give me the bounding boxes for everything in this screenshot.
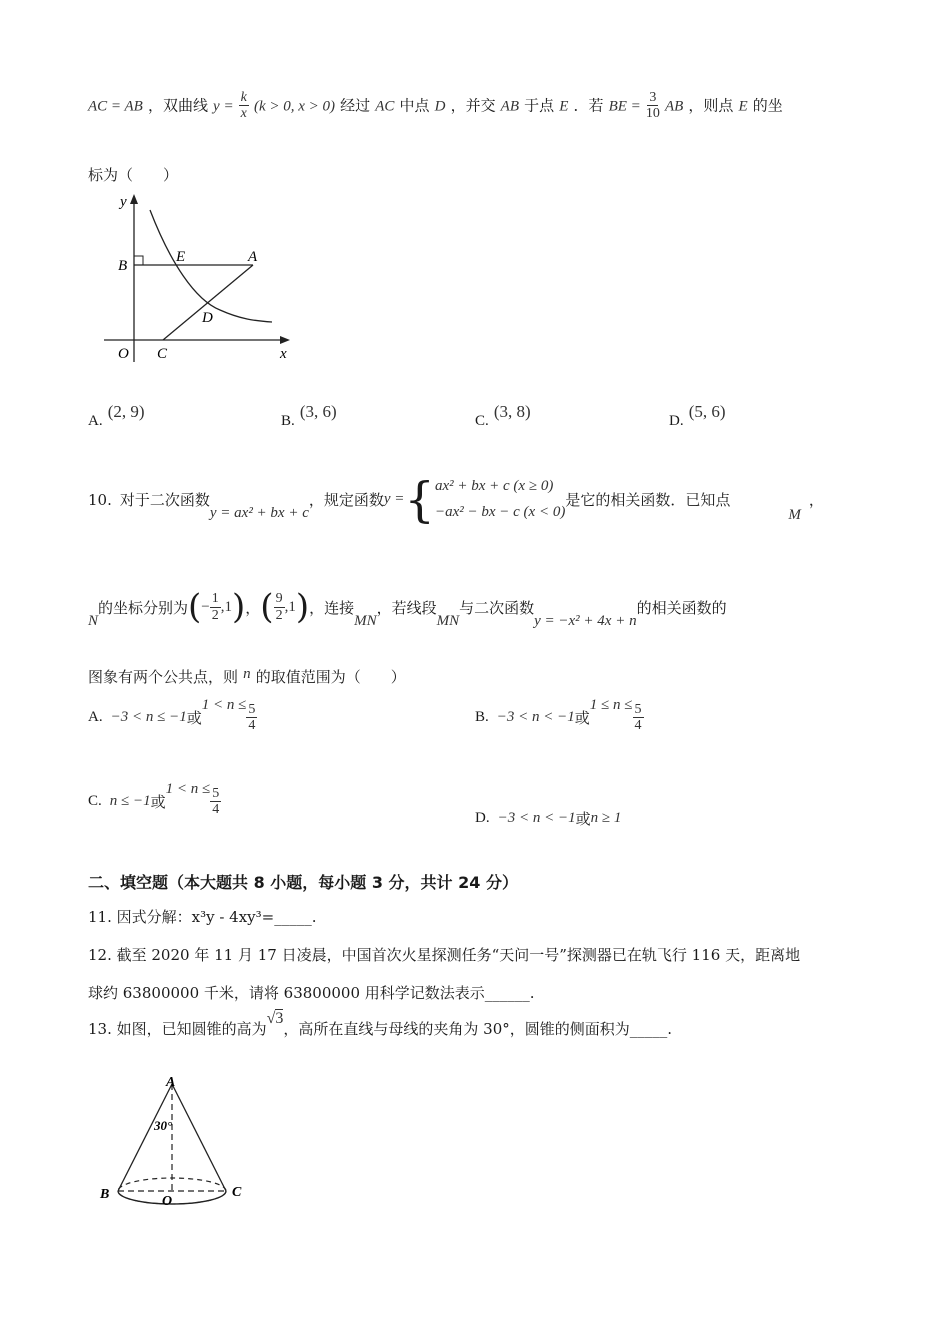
q10-paren-open-2: ( [260, 587, 274, 627]
q10-option-a-range2: 1 < n ≤ [201, 697, 247, 714]
q9-func-den: x [240, 106, 247, 122]
q9-option-d[interactable] [669, 402, 726, 430]
q10-mn-1: MN [354, 612, 377, 629]
q10-text-segment: ，若线段 [376, 598, 437, 617]
q10-pt1-num: 1 [211, 591, 219, 607]
q10-option-c-range1: n ≤ −1 [109, 793, 151, 810]
label-d: D [202, 310, 213, 326]
q9-option-a-label: A. [88, 413, 103, 429]
x-axis-arrow-icon [280, 336, 290, 344]
label-e: E [176, 249, 186, 265]
q10-sep: ， [245, 598, 261, 617]
q10-pt1-den: 2 [211, 607, 219, 623]
q10-option-b[interactable] [475, 697, 644, 734]
right-angle-icon [134, 256, 143, 265]
q10-piecewise-bottom: −ax² − bx − c (x < 0) [434, 503, 566, 520]
q10-piecewise [435, 474, 565, 525]
q9-option-c-value: (3, 8) [493, 402, 531, 421]
q10-paren-open-1: ( [188, 587, 202, 627]
q10-m: M [788, 507, 801, 523]
q10-pt1-minus: − [201, 598, 210, 615]
q12-line2: 球约 63800000 千米，请将 63800000 用科学记数法表示______. [88, 984, 535, 1002]
q9-func-cond: (k > 0, x > 0) [253, 98, 336, 115]
q10-formula-1: y = ax² + bx + c [209, 505, 309, 521]
q9-be-frac [646, 90, 660, 122]
q10-option-b-range1: −3 < n < −1 [496, 709, 575, 726]
q10-option-a-den: 4 [248, 718, 256, 734]
q9-e: E [559, 98, 569, 115]
q10-option-b-den: 4 [634, 718, 642, 734]
q10-option-d-range2: n ≥ 1 [590, 810, 622, 826]
y-axis-arrow-icon [130, 194, 138, 204]
cone-label-a: A [166, 1075, 176, 1090]
q12-line1: 12. 截至 2020 年 11 月 17 日凌晨，中国首次火星探测任务“天问一号”探测器已在轨飞行 116 天，距离地 [88, 946, 801, 964]
q10-brace-icon: { [404, 471, 435, 528]
q9-graph [100, 192, 300, 372]
q10-text-with: 与二次函数 [459, 598, 535, 617]
q10-option-d[interactable] [475, 808, 621, 829]
q9-option-a-value: (2, 9) [107, 402, 145, 421]
q10-option-a-label: A. [88, 709, 103, 726]
q9-be-eq: BE = [608, 98, 641, 115]
q9-option-b[interactable] [281, 402, 337, 430]
q10-text-define: ，规定函数 [308, 491, 384, 509]
cone-label-c: C [232, 1185, 242, 1200]
q10-text-graph: 图象有两个公共点，则 [88, 668, 239, 686]
q10-text-of: 的相关函数的 [636, 598, 727, 617]
q13-text-1: 13. 如图，已知圆锥的高为 [88, 1020, 267, 1038]
q10-paren-close-1: ) [232, 587, 246, 627]
sqrt-icon: √ [266, 1009, 276, 1027]
q9-func-y: y = [213, 98, 234, 115]
q10-text-related: 是它的相关函数．已知点 [565, 491, 731, 509]
q9-text-hyperbola: ，双曲线 [147, 96, 208, 115]
q10-option-d-range1: −3 < n < −1 [497, 810, 576, 826]
q9-ac-eq-ab: AC = AB [88, 98, 143, 115]
label-o: O [118, 346, 129, 362]
q10-option-b-or: 或 [574, 709, 590, 728]
q9-line2: 标为（ ） [88, 166, 179, 184]
q10-option-c-num: 5 [212, 786, 220, 801]
q10-comma: ， [808, 491, 824, 509]
q10-text-range: 的取值范围为（ ） [255, 668, 406, 686]
q10-option-b-frac [633, 702, 644, 734]
label-y: y [120, 194, 127, 210]
label-b: B [118, 258, 128, 274]
q9-text-intersect: ，并交 [450, 96, 496, 115]
q10-option-a-num: 5 [248, 702, 256, 717]
q10-pt2-den: 2 [275, 607, 283, 623]
q9-option-a[interactable] [88, 402, 145, 430]
q9-option-c-label: C. [475, 413, 489, 429]
q10-option-c-den: 4 [212, 802, 220, 818]
q10-option-c-label: C. [88, 793, 102, 810]
cone-label-o: O [162, 1194, 173, 1209]
q10-option-c-or: 或 [150, 793, 166, 812]
q10-pt2-frac [274, 591, 285, 623]
q9-func-num: k [240, 90, 247, 105]
q10-line2 [88, 587, 727, 629]
q13-sqrt-value: 3 [275, 1009, 284, 1027]
q10-text-coords: 的坐标分别为 [98, 598, 189, 617]
q10-option-a[interactable] [88, 697, 257, 734]
q10-n-point: N [88, 612, 99, 629]
q9-be-ab: AB [664, 98, 684, 115]
cone-generatrix-ac [172, 1084, 226, 1191]
q10-option-d-label: D. [475, 810, 490, 826]
q10-mn-2: MN [436, 612, 460, 629]
q9-text-coord: 的坐 [752, 96, 783, 115]
q9-option-d-label: D. [669, 413, 684, 429]
q9-ab: AB [500, 98, 519, 115]
q10-n: n [243, 666, 251, 682]
q10-line3 [88, 666, 406, 687]
cone-label-b: B [100, 1187, 110, 1202]
q10-option-b-label: B. [475, 709, 489, 726]
q9-be-num: 3 [649, 90, 657, 105]
q10-option-c[interactable] [88, 781, 221, 818]
q10-text-quad: 对于二次函数 [119, 491, 210, 509]
q10-option-a-or: 或 [186, 709, 202, 728]
q9-option-c[interactable] [475, 402, 531, 430]
q9-line1 [88, 90, 783, 122]
q10-line1 [88, 471, 824, 528]
q10-formula-3: y = −x² + 4x + n [534, 612, 637, 629]
q9-ac: AC [375, 98, 395, 115]
q10-pt1-rest: ,1 [220, 598, 233, 615]
cone-angle-label: 30° [154, 1118, 173, 1133]
q9-text-if: ．若 [573, 96, 604, 115]
q9-option-b-value: (3, 6) [299, 402, 337, 421]
label-c: C [157, 346, 168, 362]
cone-generatrix-ab [118, 1084, 172, 1191]
q10-piecewise-top: ax² + bx + c (x ≥ 0) [434, 478, 554, 494]
q10-option-b-range2: 1 ≤ n ≤ [589, 697, 633, 714]
q10-pt2-num: 9 [275, 591, 283, 607]
q10-pt1-frac [210, 591, 221, 623]
hyperbola-curve [150, 210, 272, 322]
q9-be-den: 10 [645, 106, 660, 122]
q10-option-a-frac [246, 702, 257, 734]
label-x: x [280, 346, 287, 362]
q9-option-d-value: (5, 6) [688, 402, 726, 421]
q9-e2: E [738, 98, 748, 115]
q10-number: 10. [88, 490, 112, 509]
q9-option-b-label: B. [281, 413, 295, 429]
q10-option-c-range2: 1 < n ≤ [165, 781, 211, 798]
q10-option-d-or: 或 [575, 810, 591, 828]
q10-text-connect: ，连接 [309, 598, 355, 617]
q13-text-2: ，高所在直线与母线的夹角为 30°，圆锥的侧面积为_____. [283, 1020, 673, 1038]
q10-option-b-num: 5 [634, 702, 642, 717]
q11: 11. 因式分解：x³y - 4xy³=_____. [88, 908, 317, 926]
q9-text-passes: 经过 [340, 96, 371, 115]
q9-text-mid: 中点 [399, 96, 430, 115]
q10-paren-close-2: ) [295, 587, 310, 627]
q10-option-a-range1: −3 < n ≤ −1 [110, 709, 187, 726]
q13-cone-figure [96, 1072, 266, 1212]
q10-piecewise-y: y = [383, 491, 405, 507]
q10-pt2-rest: ,1 [284, 598, 296, 615]
q9-text-then: ，则点 [688, 96, 734, 115]
q13-sqrt [267, 1010, 284, 1028]
q10-option-c-frac [210, 786, 221, 818]
q13-line [88, 1009, 673, 1039]
section-title: 二、填空题（本大题共 8 小题，每小题 3 分，共计 24 分） [88, 873, 518, 892]
q9-func-frac [239, 90, 249, 122]
label-a: A [248, 249, 258, 265]
q9-text-at: 于点 [524, 96, 555, 115]
q9-d: D [434, 98, 446, 115]
